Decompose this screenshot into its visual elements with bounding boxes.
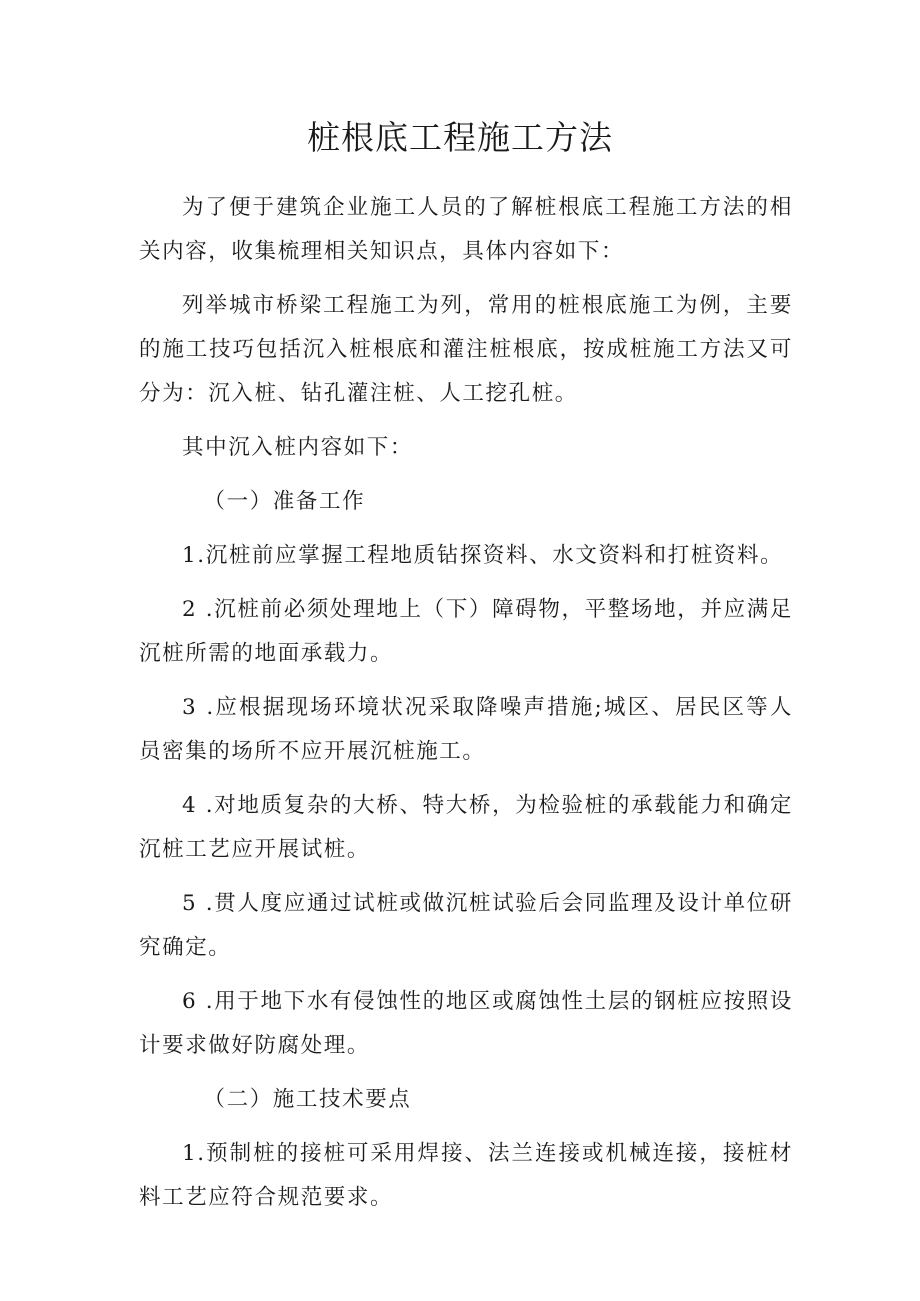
section-heading-technical-points: （二）施工技术要点 bbox=[203, 1087, 412, 1112]
lead-in-paragraph: 其中沉入桩内容如下： bbox=[182, 435, 414, 460]
section-heading-preparation: （一）准备工作 bbox=[203, 489, 366, 514]
list-item: 2 .沉桩前必须处理地上（下）障碍物，平整场地，并应满足沉桩所需的地面承载力。 bbox=[139, 597, 793, 666]
overview-paragraph: 列举城市桥梁工程施工为列，常用的桩根底施工为例，主要的施工技巧包括沉入桩根底和灌注桩根底，按成桩施工方法又可分为：沉入桩、钻孔灌注桩、人工挖孔桩。 bbox=[139, 293, 793, 406]
document-title: 桩根底工程施工方法 bbox=[307, 118, 613, 157]
list-item: 6 .用于地下水有侵蚀性的地区或腐蚀性土层的钢桩应按照设计要求做好防腐处理。 bbox=[139, 989, 793, 1058]
list-item: 3 .应根据现场环境状况采取降噪声措施;城区、居民区等人员密集的场所不应开展沉桩施工。 bbox=[139, 695, 793, 764]
list-item: 1.沉桩前应掌握工程地质钻探资料、水文资料和打桩资料。 bbox=[182, 543, 784, 568]
list-item: 5 .贯人度应通过试桩或做沉桩试验后会同监理及设计单位研究确定。 bbox=[139, 891, 793, 960]
document-body bbox=[139, 186, 793, 1230]
list-item: 4 .对地质复杂的大桥、特大桥，为检验桩的承载能力和确定沉桩工艺应开展试桩。 bbox=[139, 793, 793, 862]
list-item: 1.预制桩的接桩可采用焊接、法兰连接或机械连接，接桩材料工艺应符合规范要求。 bbox=[139, 1141, 793, 1210]
intro-paragraph: 为了便于建筑企业施工人员的了解桩根底工程施工方法的相关内容，收集梳理相关知识点，具体内容如下： bbox=[139, 195, 793, 264]
